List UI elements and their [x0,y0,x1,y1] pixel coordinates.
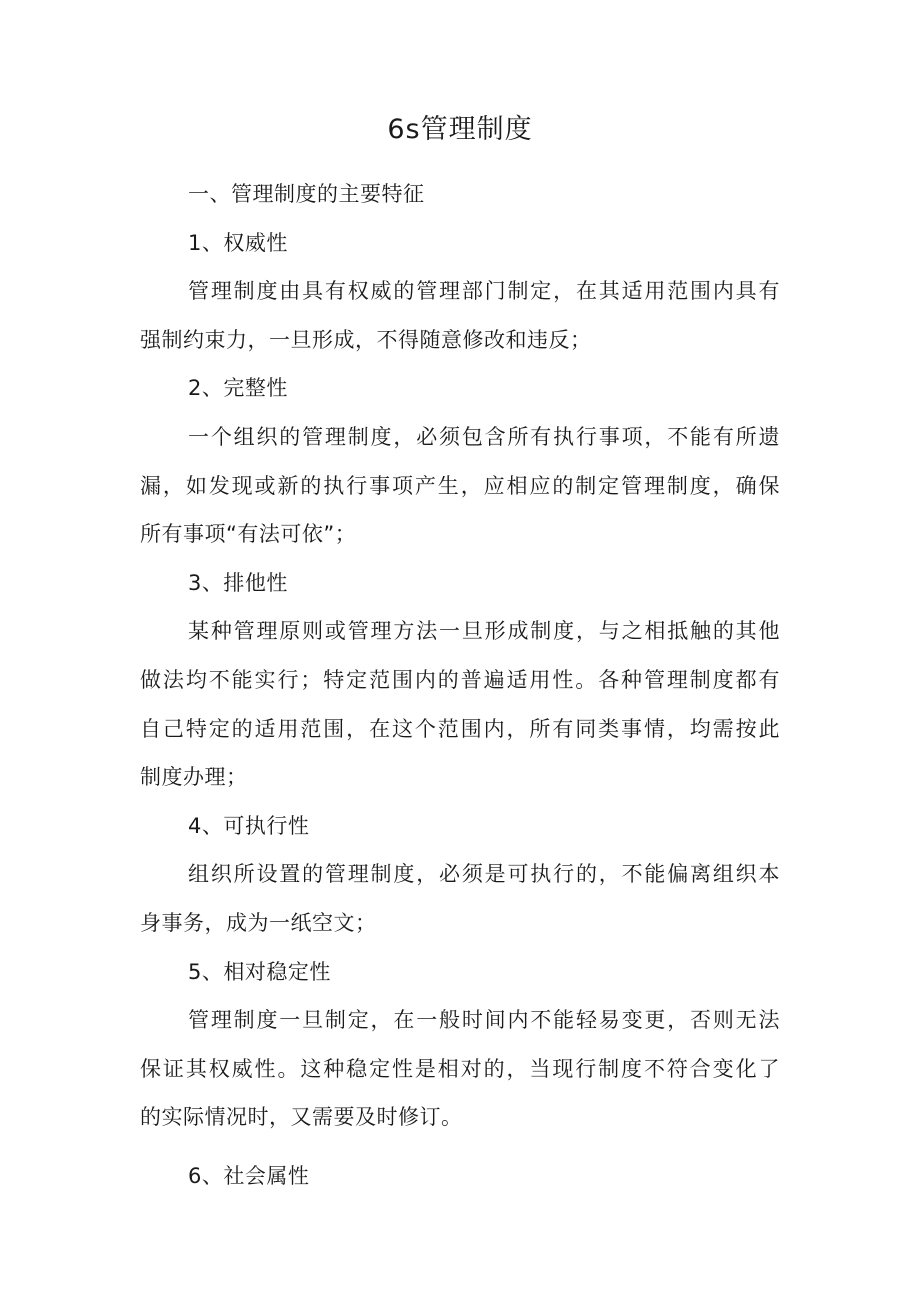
section-heading: 一、管理制度的主要特征 [188,182,425,206]
paragraph-line: 所有事项“有法可依”； [140,522,357,547]
document-body [140,170,780,1200]
paragraph-line: 制度办理； [140,765,248,790]
paragraph-line: 的实际情况时，又需要及时修订。 [140,1105,463,1130]
paragraph-line: 强制约束力，一旦形成，不得随意修改和违反； [140,327,592,352]
subheading-executability: 4、可执行性 [188,813,310,838]
paragraph-line: 组织所设置的管理制度，必须是可执行的，不能偏离组织本 [188,862,780,887]
subheading-exclusivity: 3、排他性 [188,570,288,595]
paragraph-line: 某种管理原则或管理方法一旦形成制度，与之相抵触的其他 [188,619,780,644]
document-title: 6s管理制度 [387,114,533,145]
paragraph-line: 管理制度由具有权威的管理部门制定，在其适用范围内具有 [188,279,780,304]
subheading-authority: 1、权威性 [188,230,288,255]
paragraph-line: 管理制度一旦制定，在一般时间内不能轻易变更，否则无法 [188,1008,780,1033]
paragraph-line: 自己特定的适用范围，在这个范围内，所有同类事情，均需按此 [140,716,780,741]
paragraph-line: 身事务，成为一纸空文； [140,910,377,935]
paragraph-line: 保证其权威性。这种稳定性是相对的，当现行制度不符合变化了 [140,1056,780,1081]
paragraph-line: 漏，如发现或新的执行事项产生，应相应的制定管理制度，确保 [140,473,780,498]
paragraph-line: 做法均不能实行；特定范围内的普遍适用性。各种管理制度都有 [140,667,780,692]
paragraph-line: 一个组织的管理制度，必须包含所有执行事项，不能有所遗 [188,424,780,449]
subheading-completeness: 2、完整性 [188,376,288,401]
subheading-social-attribute: 6、社会属性 [188,1163,310,1188]
subheading-relative-stability: 5、相对稳定性 [188,959,331,984]
